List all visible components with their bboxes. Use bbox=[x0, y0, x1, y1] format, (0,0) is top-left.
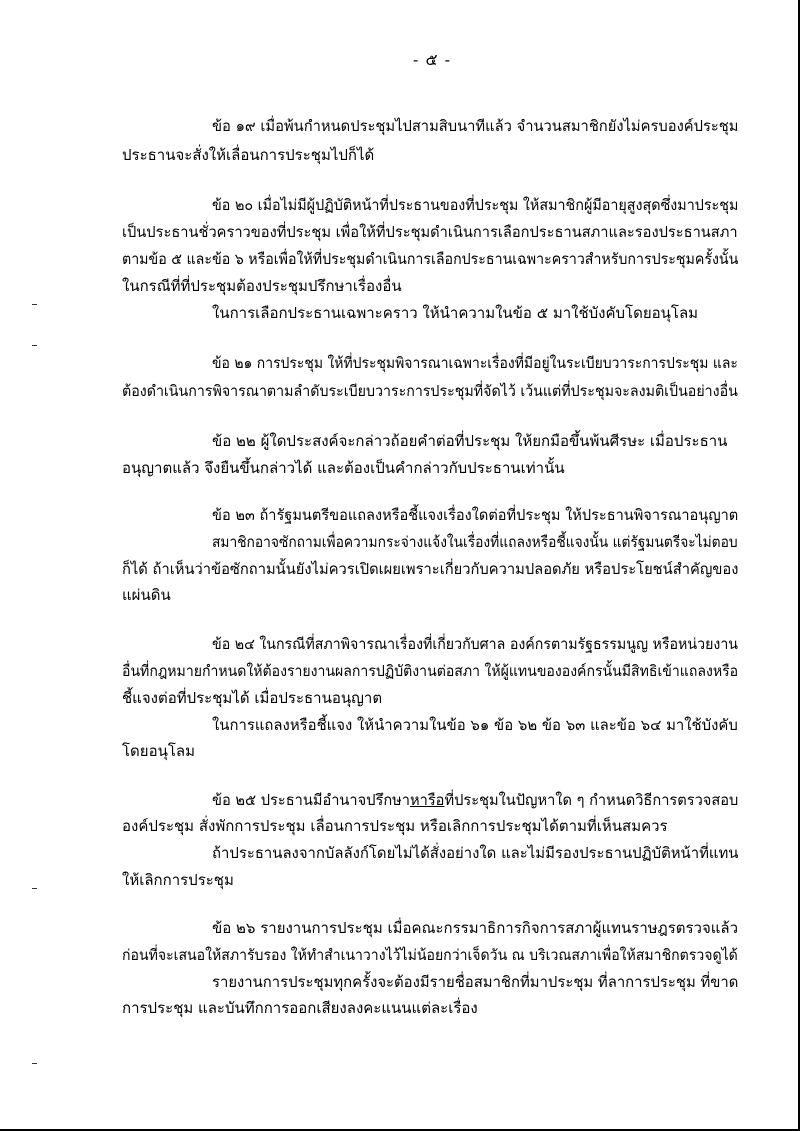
clause-23-line-4: แผ่นดิน bbox=[122, 586, 171, 604]
clause-26-line-1: ข้อ ๒๖ รายงานการประชุม เมื่อคณะกรรมาธิการกิจการสภาผู้แทนราษฎรตรวจแล้ว bbox=[212, 919, 739, 937]
margin-mark bbox=[32, 345, 37, 346]
clause-21-line-2: ต้องดำเนินการพิจารณาตามลำดับระเบียบวาระการประชุมที่จัดไว้ เว้นแต่ที่ประชุมจะลงมติเป็นอย่างอื่น bbox=[122, 382, 738, 400]
clause-24-line-3: ชี้แจงต่อที่ประชุมได้ เมื่อประธานอนุญาต bbox=[122, 689, 383, 707]
clause-22-line-1: ข้อ ๒๒ ผู้ใดประสงค์จะกล่าวถ้อยคำต่อที่ประชุม ให้ยกมือขึ้นพ้นศีรษะ เมื่อประธาน bbox=[212, 432, 728, 450]
clause-24-line-5: โดยอนุโลม bbox=[122, 742, 195, 760]
margin-mark bbox=[32, 1063, 37, 1064]
clause-23-line-2: สมาชิกอาจซักถามเพื่อความกระจ่างแจ้งในเรื่องที่แถลงหรือชี้แจงนั้น แต่รัฐมนตรีจะไม่ตอบ bbox=[212, 533, 738, 551]
clause-26-line-4: การประชุม และบันทึกการออกเสียงลงคะแนนแต่ละเรื่อง bbox=[122, 999, 478, 1017]
clause-25-line-2: องค์ประชุม สั่งพักการประชุม เลื่อนการประชุม หรือเลิกการประชุมได้ตามที่เห็นสมควร bbox=[122, 817, 668, 835]
clause-23-line-3: ก็ได้ ถ้าเห็นว่าข้อซักถามนั้นยังไม่ควรเปิดเผยเพราะเกี่ยวกับความปลอดภัย หรือประโยชน์สำคัญของ bbox=[122, 560, 739, 578]
underlined-word: หารือ bbox=[410, 791, 445, 809]
margin-mark bbox=[32, 888, 37, 889]
clause-25-line-1-end: ที่ประชุมในปัญหาใด ๆ กำหนดวิธีการตรวจสอบ bbox=[444, 791, 739, 809]
clause-26-line-3: รายงานการประชุมทุกครั้งจะต้องมีรายชื่อสมาชิกที่มาประชุม ที่ลาการประชุม ที่ขาด bbox=[212, 973, 739, 991]
clause-23-line-1: ข้อ ๒๓ ถ้ารัฐมนตรีขอแถลงหรือชี้แจงเรื่องใดต่อที่ประชุม ให้ประธานพิจารณาอนุญาต bbox=[212, 506, 739, 524]
clause-20-line-3: ตามข้อ ๕ และข้อ ๖ หรือเพื่อให้ที่ประชุมดำเนินการเลือกประธานเฉพาะคราวสำหรับการประชุมครั้งนั้น bbox=[122, 250, 739, 268]
clause-19-line-1: ข้อ ๑๙ เมื่อพ้นกำหนดประชุมไปสามสิบนาทีแล้ว จำนวนสมาชิกยังไม่ครบองค์ประชุม bbox=[212, 117, 739, 135]
clause-24-line-4: ในการแถลงหรือชี้แจง ให้นำความในข้อ ๖๑ ข้อ ๖๒ ข้อ ๖๓ และข้อ ๖๔ มาใช้บังคับ bbox=[212, 716, 738, 734]
clause-22-line-2: อนุญาตแล้ว จึงยืนขึ้นกล่าวได้ และต้องเป็นคำกล่าวกับประธานเท่านั้น bbox=[122, 459, 565, 477]
clause-24-line-1: ข้อ ๒๔ ในกรณีที่สภาพิจารณาเรื่องที่เกี่ยวกับศาล องค์กรตามรัฐธรรมนูญ หรือหน่วยงาน bbox=[212, 635, 738, 653]
clause-25-line-3: ถ้าประธานลงจากบัลลังก์โดยไม่ได้สั่งอย่างใด และไม่มีรองประธานปฏิบัติหน้าที่แทน bbox=[212, 844, 739, 862]
clause-21-line-1: ข้อ ๒๑ การประชุม ให้ที่ประชุมพิจารณาเฉพาะเรื่องที่มีอยู่ในระเบียบวาระการประชุม และ bbox=[212, 354, 738, 372]
clause-25-line-1-start: ข้อ ๒๕ ประธานมีอำนาจปรึกษา bbox=[212, 791, 411, 809]
clause-20-line-4: ในกรณีที่ที่ประชุมต้องประชุมปรึกษาเรื่องอื่น bbox=[122, 277, 402, 295]
clause-20-line-5: ในการเลือกประธานเฉพาะคราว ให้นำความในข้อ ๕ มาใช้บังคับโดยอนุโลม bbox=[212, 304, 699, 322]
clause-24-line-2: อื่นที่กฎหมายกำหนดให้ต้องรายงานผลการปฏิบัติงานต่อสภา ให้ผู้แทนขององค์กรนั้นมีสิทธิเข้าแถลงหรือ bbox=[122, 662, 739, 680]
clause-19-line-2: ประธานจะสั่งให้เลื่อนการประชุมไปก็ได้ bbox=[122, 146, 375, 164]
clause-26-line-2: ก่อนที่จะเสนอให้สภารับรอง ให้ทำสำเนาวางไว้ไม่น้อยกว่าเจ็ดวัน ณ บริเวณสภาเพื่อให้สมาชิกตรวจดูได้ bbox=[122, 946, 738, 964]
clause-20-line-1: ข้อ ๒๐ เมื่อไม่มีผู้ปฏิบัติหน้าที่ประธานของที่ประชุม ให้สมาชิกผู้มีอายุสูงสุดซึ่งมาประชุม bbox=[212, 196, 739, 214]
margin-mark bbox=[32, 304, 37, 305]
clause-20-line-2: เป็นประธานชั่วคราวของที่ประชุม เพื่อให้ที่ประชุมดำเนินการเลือกประธานสภาและรองประธานสภา bbox=[122, 223, 738, 241]
clause-25-line-1 bbox=[212, 790, 738, 810]
clause-25-line-4: ให้เลิกการประชุม bbox=[122, 871, 234, 889]
page-number: - ๕ - bbox=[412, 50, 452, 69]
